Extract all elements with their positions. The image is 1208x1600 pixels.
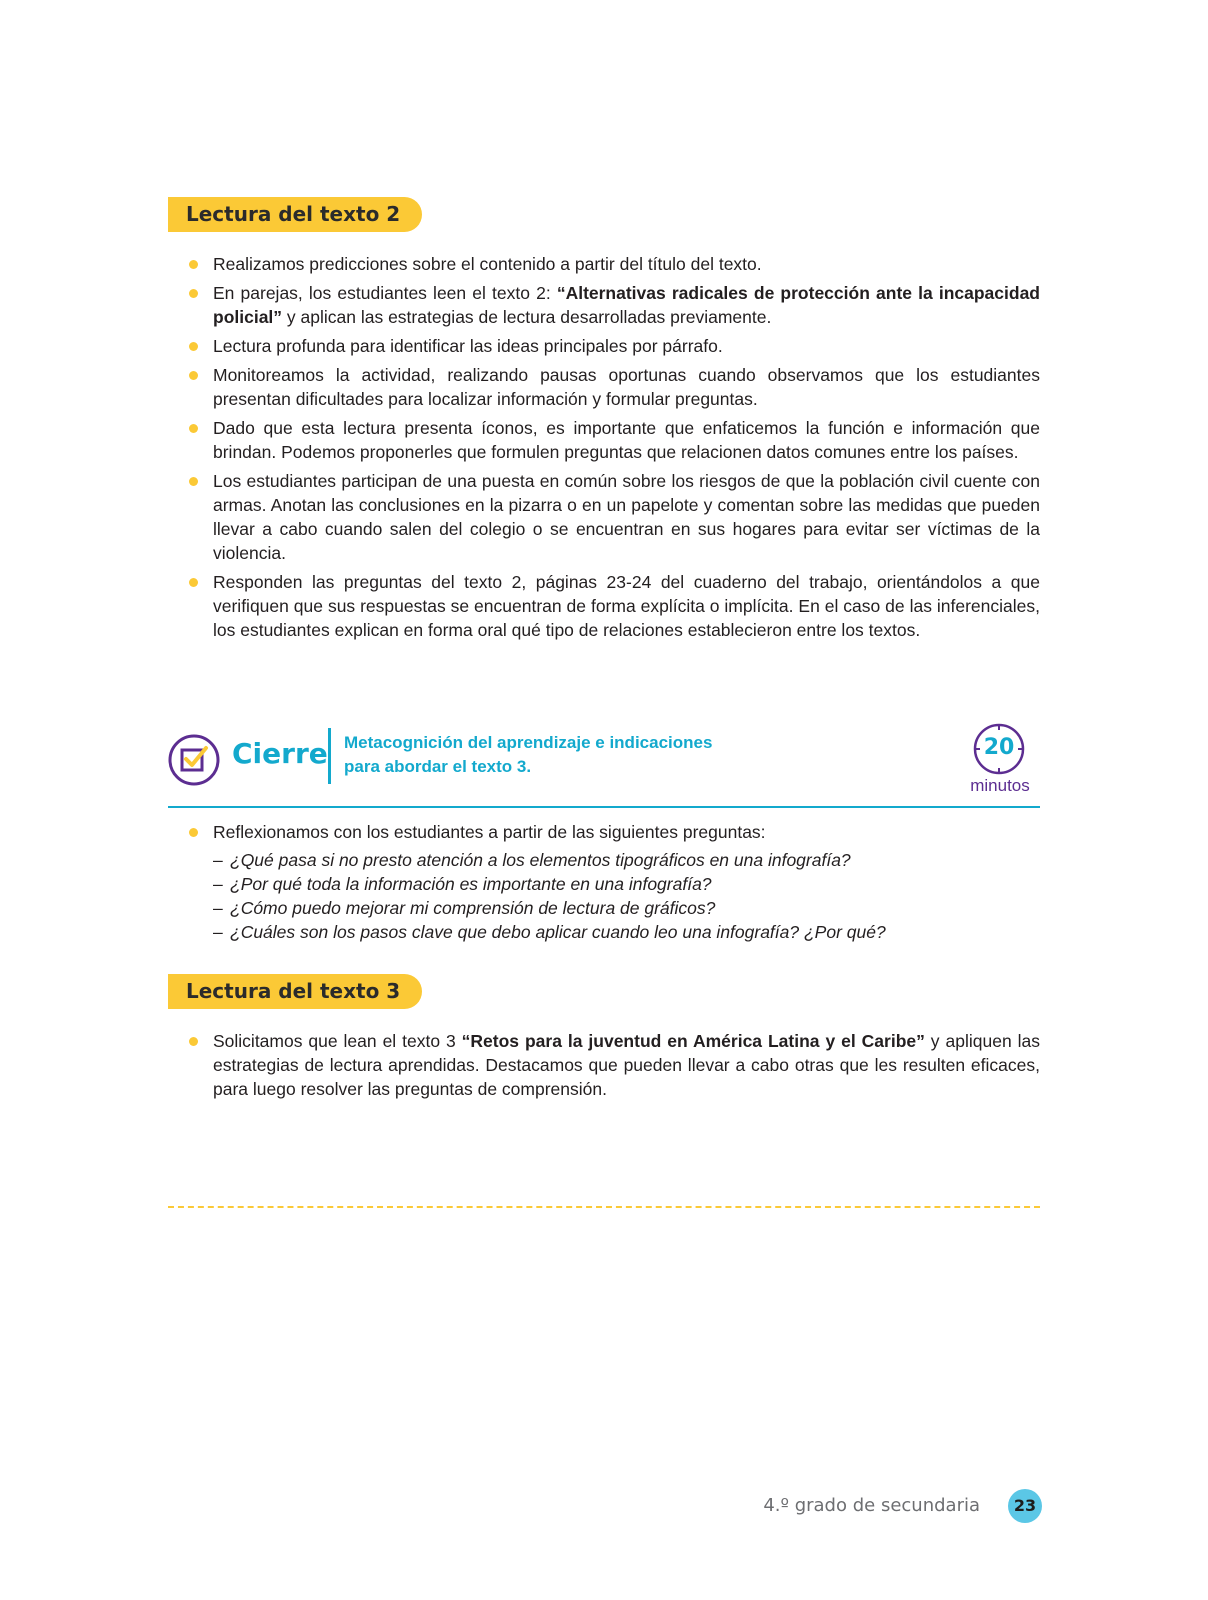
list-item-text: Realizamos predicciones sobre el contenido a partir del título del texto. — [213, 254, 762, 274]
cierre-description-line: Metacognición del aprendizaje e indicaciones — [344, 733, 713, 752]
question-text: ¿Cómo puedo mejorar mi comprensión de lectura de gráficos? — [230, 898, 716, 918]
bullet-dot-icon — [189, 371, 198, 380]
list-item-text: Reflexionamos con los estudiantes a partir de las siguientes preguntas: — [213, 822, 766, 842]
list-item — [189, 252, 1040, 276]
cierre-divider — [328, 728, 331, 784]
text-title-bold: “Alternativas radicales de protección ante la incapacidad policial” — [213, 283, 1040, 327]
cierre-description-line: para abordar el texto 3. — [344, 757, 532, 776]
list-item-text: Dado que esta lectura presenta íconos, es importante que enfaticemos la función e información que brindan. Podemos proponerles que formulen preguntas que relacionen datos comunes entre los países. — [213, 418, 1040, 462]
checkbox-check-icon — [168, 734, 220, 786]
question-text: ¿Por qué toda la información es importante en una infografía? — [230, 874, 712, 894]
list-item-text: Solicitamos que lean el texto 3 — [213, 1031, 462, 1051]
list-item-text: Responden las preguntas del texto 2, páginas 23-24 del cuaderno del trabajo, orientándolos a que verifiquen que sus respuestas se encuentran de forma explícita o implícita. En el caso de las inferenciales, los estudiantes explican en forma oral qué tipo de relaciones establecieron entre los textos. — [213, 572, 1040, 640]
question-text: ¿Qué pasa si no presto atención a los elementos tipográficos en una infografía? — [230, 850, 851, 870]
bullet-dot-icon — [189, 342, 198, 351]
page-number-badge: 23 — [1008, 1489, 1042, 1523]
list-item — [189, 469, 1040, 565]
bullet-dot-icon — [189, 1037, 198, 1046]
question-text: ¿Cuáles son los pasos clave que debo aplicar cuando leo una infografía? ¿Por qué? — [230, 922, 886, 942]
texto-2-bullet-list — [189, 252, 1040, 647]
bullet-dot-icon — [189, 260, 198, 269]
dash-marker: – — [213, 922, 223, 942]
timer-minutes-value: 20 — [983, 735, 1015, 760]
question-item — [213, 920, 1040, 944]
list-item — [189, 1029, 1040, 1101]
question-item — [213, 872, 1040, 896]
list-item — [189, 416, 1040, 464]
cierre-underline-divider — [168, 806, 1040, 808]
list-item — [189, 281, 1040, 329]
question-item — [213, 896, 1040, 920]
list-item — [189, 820, 1040, 944]
section-heading-texto-2: Lectura del texto 2 — [168, 197, 422, 232]
bullet-dot-icon — [189, 477, 198, 486]
list-item-text: Lectura profunda para identificar las ideas principales por párrafo. — [213, 336, 723, 356]
dash-marker: – — [213, 898, 223, 918]
bullet-dot-icon — [189, 828, 198, 837]
timer-unit-label: minutos — [970, 776, 1030, 795]
dashed-separator — [168, 1206, 1040, 1208]
list-item-text: y apliquen las estrategias de lectura aprendidas. Destacamos que pueden llevar a cabo otras que les resulten eficaces, para luego resolver las preguntas de comprensión. — [213, 1031, 1040, 1099]
list-item — [189, 363, 1040, 411]
cierre-title: Cierre — [232, 737, 328, 770]
dash-marker: – — [213, 850, 223, 870]
question-list — [213, 848, 1040, 944]
list-item-text: y aplican las estrategias de lectura desarrolladas previamente. — [282, 307, 772, 327]
text-title-bold: “Retos para la juventud en América Latina y el Caribe” — [461, 1031, 925, 1051]
texto-3-bullet-list — [189, 1029, 1040, 1106]
list-item-text: Monitoreamos la actividad, realizando pausas oportunas cuando observamos que los estudiantes presentan dificultades para localizar información y formular preguntas. — [213, 365, 1040, 409]
cierre-description — [344, 731, 764, 779]
list-item-text: En parejas, los estudiantes leen el texto 2: — [213, 283, 557, 303]
bullet-dot-icon — [189, 578, 198, 587]
bullet-dot-icon — [189, 289, 198, 298]
footer-grade-label: 4.º grado de secundaria — [763, 1495, 980, 1516]
question-item — [213, 848, 1040, 872]
cierre-bullet-list — [189, 820, 1040, 949]
dash-marker: – — [213, 874, 223, 894]
list-item-text: Los estudiantes participan de una puesta en común sobre los riesgos de que la población civil cuente con armas. Anotan las conclusiones en la pizarra o en un papelote y comentan sobre las medidas que pueden llevar a cabo cuando salen del colegio o se encuentran en sus hogares para evitar ser víctimas de la violencia. — [213, 471, 1040, 563]
section-heading-texto-3: Lectura del texto 3 — [168, 974, 422, 1009]
list-item — [189, 334, 1040, 358]
bullet-dot-icon — [189, 424, 198, 433]
list-item — [189, 570, 1040, 642]
